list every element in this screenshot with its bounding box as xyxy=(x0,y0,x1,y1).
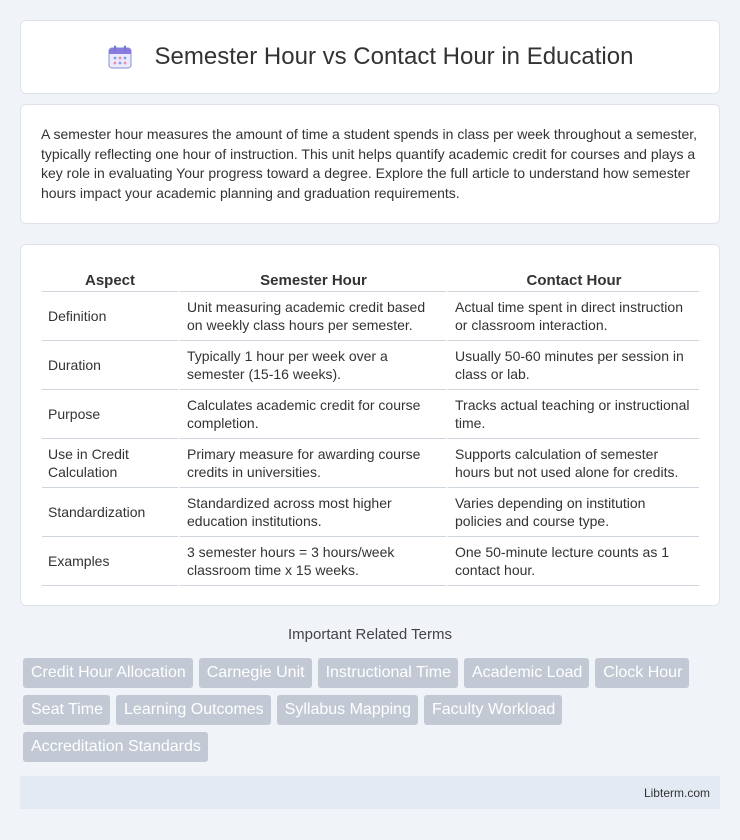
header-semester-hour: Semester Hour xyxy=(178,267,446,292)
tag-academic-load[interactable]: Academic Load xyxy=(464,658,589,688)
header-contact-hour: Contact Hour xyxy=(446,267,699,292)
tag-learning-outcomes[interactable]: Learning Outcomes xyxy=(116,695,271,725)
table-row xyxy=(42,488,699,537)
row-contact-hour: Usually 50-60 minutes per session in class or lab. xyxy=(446,341,699,390)
tag-clock-hour[interactable]: Clock Hour xyxy=(595,658,689,688)
row-contact-hour: One 50-minute lecture counts as 1 contact hour. xyxy=(446,537,699,586)
row-aspect: Duration xyxy=(42,341,178,390)
tag-credit-hour-allocation[interactable]: Credit Hour Allocation xyxy=(23,658,193,688)
calendar-icon xyxy=(107,44,133,70)
row-semester-hour: Standardized across most higher education institutions. xyxy=(178,488,446,537)
tag-syllabus-mapping[interactable]: Syllabus Mapping xyxy=(277,695,418,725)
footer-site-link[interactable]: Libterm.com xyxy=(643,785,710,800)
table-row xyxy=(42,439,699,488)
footer xyxy=(20,776,720,809)
tag-seat-time[interactable]: Seat Time xyxy=(23,695,110,725)
row-contact-hour: Tracks actual teaching or instructional time. xyxy=(446,390,699,439)
header-card xyxy=(20,20,720,94)
row-semester-hour: 3 semester hours = 3 hours/week classroom time x 15 weeks. xyxy=(178,537,446,586)
table-row xyxy=(42,292,699,341)
row-semester-hour: Primary measure for awarding course credits in universities. xyxy=(178,439,446,488)
table-row xyxy=(42,341,699,390)
related-terms-title: Important Related Terms xyxy=(288,626,452,643)
table-header-row xyxy=(42,267,699,292)
row-aspect: Purpose xyxy=(42,390,178,439)
tag-faculty-workload[interactable]: Faculty Workload xyxy=(424,695,562,725)
tag-instructional-time[interactable]: Instructional Time xyxy=(318,658,458,688)
row-contact-hour: Varies depending on institution policies and course type. xyxy=(446,488,699,537)
table-row xyxy=(42,537,699,586)
row-aspect: Standardization xyxy=(42,488,178,537)
intro-card xyxy=(20,104,720,224)
related-terms-tags xyxy=(23,658,713,769)
table-row xyxy=(42,390,699,439)
row-contact-hour: Actual time spent in direct instruction or classroom interaction. xyxy=(446,292,699,341)
tag-accreditation-standards[interactable]: Accreditation Standards xyxy=(23,732,208,762)
row-aspect: Examples xyxy=(42,537,178,586)
header-aspect: Aspect xyxy=(42,267,178,292)
row-contact-hour: Supports calculation of semester hours but not used alone for credits. xyxy=(446,439,699,488)
row-semester-hour: Calculates academic credit for course completion. xyxy=(178,390,446,439)
row-aspect: Definition xyxy=(42,292,178,341)
row-semester-hour: Unit measuring academic credit based on weekly class hours per semester. xyxy=(178,292,446,341)
tag-carnegie-unit[interactable]: Carnegie Unit xyxy=(199,658,312,688)
comparison-table xyxy=(42,267,699,586)
page-title: Semester Hour vs Contact Hour in Education xyxy=(154,43,634,70)
intro-text: A semester hour measures the amount of time a student spends in class per week throughout a semester, typically reflecting one hour of instruction. This unit helps quantify academic credit for courses and plays a key role in evaluating Your progress toward a degree. Explore the full article to understand how semester hours impact your academic planning and graduation requirements. xyxy=(41,126,698,201)
comparison-table-card xyxy=(20,244,720,606)
row-semester-hour: Typically 1 hour per week over a semester (15-16 weeks). xyxy=(178,341,446,390)
row-aspect: Use in Credit Calculation xyxy=(42,439,178,488)
